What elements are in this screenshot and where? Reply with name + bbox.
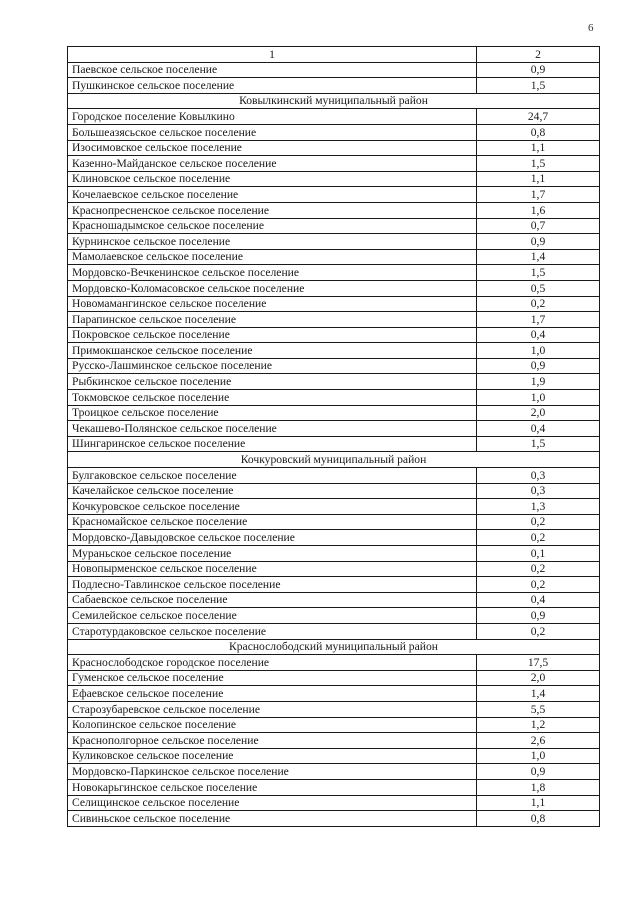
table-row: [68, 608, 600, 624]
settlement-value: 0,8: [477, 811, 600, 827]
table-row: [68, 202, 600, 218]
table-row: [68, 140, 600, 156]
settlement-value: 1,0: [477, 748, 600, 764]
settlement-value: 1,5: [477, 436, 600, 452]
settlement-value: 0,3: [477, 483, 600, 499]
settlement-name: Мордовско-Давыдовское сельское поселение: [68, 530, 477, 546]
settlement-value: 0,9: [477, 234, 600, 250]
settlement-value: 2,0: [477, 670, 600, 686]
table-row: [68, 733, 600, 749]
settlement-name: Большеазясьское сельское поселение: [68, 124, 477, 140]
settlement-value: 0,4: [477, 592, 600, 608]
settlement-name: Ефаевское сельское поселение: [68, 686, 477, 702]
table-row: [68, 499, 600, 515]
settlement-value: 1,4: [477, 686, 600, 702]
table-row: [68, 592, 600, 608]
column-header-1: 1: [68, 47, 477, 63]
district-name: Краснослободский муниципальный район: [68, 639, 600, 655]
settlement-value: 1,0: [477, 390, 600, 406]
table-row: [68, 686, 600, 702]
table-row: [68, 78, 600, 94]
table-row: [68, 514, 600, 530]
settlement-name: Семилейское сельское поселение: [68, 608, 477, 624]
settlement-name: Колопинское сельское поселение: [68, 717, 477, 733]
settlement-name: Клиновское сельское поселение: [68, 171, 477, 187]
settlement-value: 1,6: [477, 202, 600, 218]
settlement-value: 1,9: [477, 374, 600, 390]
settlement-name: Мамолаевское сельское поселение: [68, 249, 477, 265]
table-row: [68, 655, 600, 671]
table-row: [68, 265, 600, 281]
settlement-name: Мураньское сельское поселение: [68, 546, 477, 562]
settlement-name: Краснослободское городское поселение: [68, 655, 477, 671]
table-row: [68, 249, 600, 265]
settlement-name: Красномайское сельское поселение: [68, 514, 477, 530]
table-row: [68, 374, 600, 390]
settlement-value: 0,4: [477, 421, 600, 437]
settlement-value: 0,7: [477, 218, 600, 234]
settlement-value: 1,8: [477, 779, 600, 795]
section-header-row: [68, 452, 600, 468]
settlement-value: 0,2: [477, 561, 600, 577]
settlements-table: [67, 46, 600, 827]
table-row: [68, 187, 600, 203]
table-row: [68, 701, 600, 717]
table-row: [68, 468, 600, 484]
settlement-value: 0,4: [477, 327, 600, 343]
settlement-value: 1,1: [477, 795, 600, 811]
table-row: [68, 343, 600, 359]
settlement-name: Парапинское сельское поселение: [68, 312, 477, 328]
table-row: [68, 623, 600, 639]
settlement-value: 0,2: [477, 623, 600, 639]
settlement-name: Курнинское сельское поселение: [68, 234, 477, 250]
page-number: 6: [588, 22, 594, 34]
table-row: [68, 436, 600, 452]
settlement-value: 1,1: [477, 171, 600, 187]
settlement-value: 1,7: [477, 187, 600, 203]
settlement-name: Сабаевское сельское поселение: [68, 592, 477, 608]
table-row: [68, 530, 600, 546]
settlement-name: Токмовское сельское поселение: [68, 390, 477, 406]
settlement-value: 0,9: [477, 764, 600, 780]
settlement-value: 0,2: [477, 577, 600, 593]
table-row: [68, 109, 600, 125]
settlement-name: Старозубаревское сельское поселение: [68, 701, 477, 717]
settlement-name: Кочелаевское сельское поселение: [68, 187, 477, 203]
table-row: [68, 546, 600, 562]
settlement-value: 0,2: [477, 530, 600, 546]
settlement-value: 1,1: [477, 140, 600, 156]
settlement-value: 2,6: [477, 733, 600, 749]
settlement-name: Мордовско-Вечкенинское сельское поселение: [68, 265, 477, 281]
settlement-name: Кочкуровское сельское поселение: [68, 499, 477, 515]
settlement-name: Мордовско-Паркинское сельское поселение: [68, 764, 477, 780]
table-row: [68, 171, 600, 187]
settlement-name: Изосимовское сельское поселение: [68, 140, 477, 156]
table-row: [68, 764, 600, 780]
table-row: [68, 156, 600, 172]
table-row: [68, 234, 600, 250]
settlement-name: Старотурдаковское сельское поселение: [68, 623, 477, 639]
settlement-name: Пушкинское сельское поселение: [68, 78, 477, 94]
table-row: [68, 421, 600, 437]
settlement-value: 0,9: [477, 608, 600, 624]
table-row: [68, 577, 600, 593]
settlement-value: 1,3: [477, 499, 600, 515]
settlement-name: Чекашево-Полянское сельское поселение: [68, 421, 477, 437]
settlement-value: 17,5: [477, 655, 600, 671]
settlement-value: 24,7: [477, 109, 600, 125]
table-row: [68, 483, 600, 499]
table-row: [68, 748, 600, 764]
settlement-name: Сивиньское сельское поселение: [68, 811, 477, 827]
table-row: [68, 124, 600, 140]
column-header-2: 2: [477, 47, 600, 63]
settlement-name: Краснополгорное сельское поселение: [68, 733, 477, 749]
settlement-name: Мордовско-Коломасовское сельское поселение: [68, 280, 477, 296]
district-name: Кочкуровский муниципальный район: [68, 452, 600, 468]
settlement-value: 0,2: [477, 514, 600, 530]
table-row: [68, 327, 600, 343]
settlement-value: 0,1: [477, 546, 600, 562]
settlement-name: Новомамангинское сельское поселение: [68, 296, 477, 312]
table-row: [68, 62, 600, 78]
settlement-name: Куликовское сельское поселение: [68, 748, 477, 764]
settlement-name: Новокарьгинское сельское поселение: [68, 779, 477, 795]
settlement-name: Новопырменское сельское поселение: [68, 561, 477, 577]
settlement-name: Троицкое сельское поселение: [68, 405, 477, 421]
settlement-name: Городское поселение Ковылкино: [68, 109, 477, 125]
settlement-name: Гуменское сельское поселение: [68, 670, 477, 686]
table-row: [68, 280, 600, 296]
settlement-value: 0,5: [477, 280, 600, 296]
table-row: [68, 811, 600, 827]
settlement-value: 1,5: [477, 156, 600, 172]
settlement-value: 1,0: [477, 343, 600, 359]
settlement-value: 0,8: [477, 124, 600, 140]
table-body: [68, 62, 600, 826]
settlement-value: 0,3: [477, 468, 600, 484]
settlement-value: 5,5: [477, 701, 600, 717]
settlement-name: Покровское сельское поселение: [68, 327, 477, 343]
settlement-name: Русско-Лашминское сельское поселение: [68, 358, 477, 374]
settlement-name: Селищинское сельское поселение: [68, 795, 477, 811]
settlement-value: 1,2: [477, 717, 600, 733]
table-row: [68, 717, 600, 733]
settlement-value: 1,5: [477, 78, 600, 94]
table-header-row: [68, 47, 600, 63]
section-header-row: [68, 93, 600, 109]
settlement-value: 0,9: [477, 62, 600, 78]
settlement-name: Булгаковское сельское поселение: [68, 468, 477, 484]
table-row: [68, 779, 600, 795]
settlement-name: Подлесно-Тавлинское сельское поселение: [68, 577, 477, 593]
table-row: [68, 312, 600, 328]
settlement-name: Краснопресненское сельское поселение: [68, 202, 477, 218]
table-row: [68, 561, 600, 577]
table-row: [68, 670, 600, 686]
table-row: [68, 390, 600, 406]
table-row: [68, 218, 600, 234]
table-row: [68, 405, 600, 421]
settlement-value: 1,5: [477, 265, 600, 281]
settlement-name: Качелайское сельское поселение: [68, 483, 477, 499]
settlement-name: Рыбкинское сельское поселение: [68, 374, 477, 390]
settlement-value: 0,9: [477, 358, 600, 374]
settlement-value: 2,0: [477, 405, 600, 421]
settlement-name: Шингаринское сельское поселение: [68, 436, 477, 452]
settlement-value: 1,4: [477, 249, 600, 265]
table-row: [68, 358, 600, 374]
settlement-value: 1,7: [477, 312, 600, 328]
settlement-name: Примокшанское сельское поселение: [68, 343, 477, 359]
table-row: [68, 296, 600, 312]
settlement-name: Паевское сельское поселение: [68, 62, 477, 78]
district-name: Ковылкинский муниципальный район: [68, 93, 600, 109]
settlement-name: Казенно-Майданское сельское поселение: [68, 156, 477, 172]
settlement-value: 0,2: [477, 296, 600, 312]
section-header-row: [68, 639, 600, 655]
table-row: [68, 795, 600, 811]
settlement-name: Красношадымское сельское поселение: [68, 218, 477, 234]
